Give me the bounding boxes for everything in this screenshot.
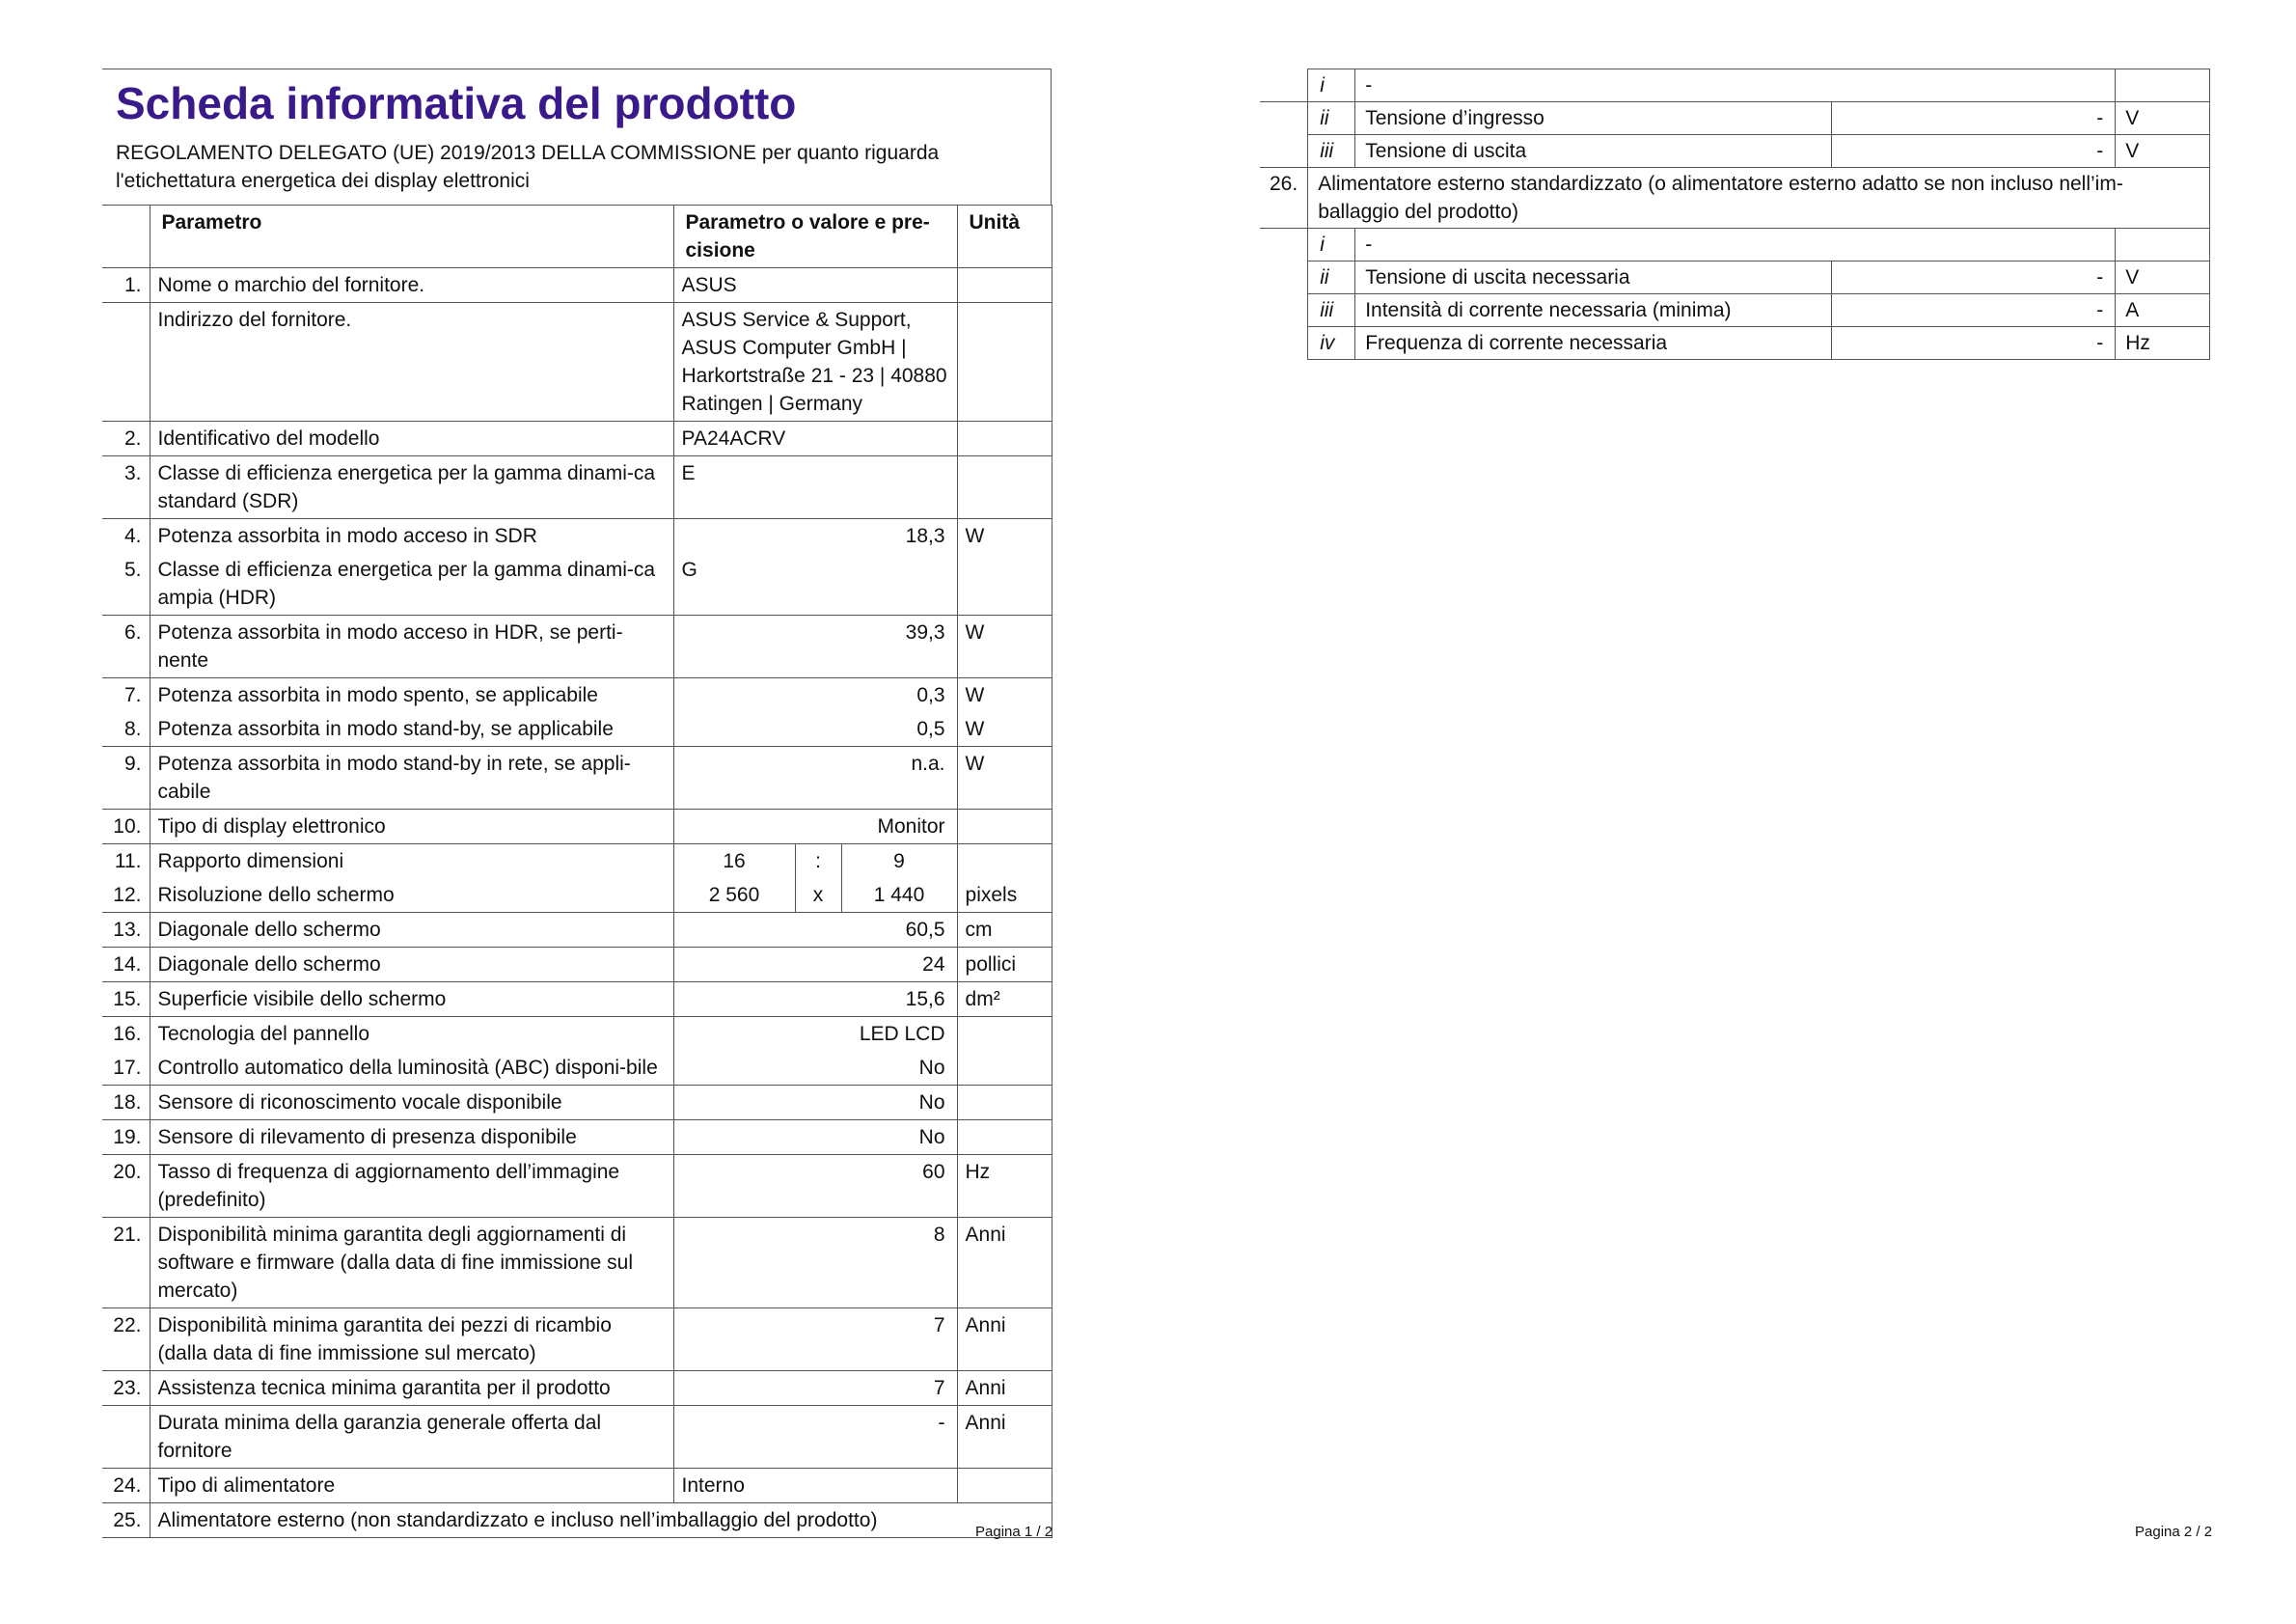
row-label: Durata minima della garanzia generale offerta dal fornitore (150, 1406, 673, 1469)
row-num: 12. (102, 878, 150, 913)
row-unit: Anni (957, 1308, 1052, 1371)
row-label: Tensione di uscita necessaria (1355, 261, 1832, 294)
row-unit (957, 422, 1052, 456)
row-num: 19. (102, 1120, 150, 1155)
row-roman: ii (1308, 261, 1355, 294)
row-num: 7. (102, 678, 150, 713)
subtitle-line: l'etichettatura energetica dei display elettronici (116, 170, 530, 192)
table-row (102, 303, 1052, 422)
row-label: Classe di efficienza energetica per la gamma dinami-ca standard (SDR) (150, 456, 673, 519)
row-num: 5. (102, 553, 150, 616)
row-unit (2116, 229, 2210, 261)
page-title: Scheda informativa del prodotto (116, 78, 797, 128)
regulation-subtitle (116, 139, 1037, 195)
row-label: Potenza assorbita in modo acceso in SDR (150, 519, 673, 554)
row-unit (957, 268, 1052, 303)
row-unit (2116, 69, 2210, 102)
row-label: Sensore di rilevamento di presenza disponibile (150, 1120, 673, 1155)
row-value: 60,5 (673, 913, 957, 948)
row-label: Tasso di frequenza di aggiornamento dell’immagine (predefinito) (150, 1155, 673, 1218)
row-unit: W (957, 616, 1052, 678)
row-value: 39,3 (673, 616, 957, 678)
table-row (102, 1155, 1052, 1218)
header-param: Parametro (150, 206, 673, 268)
row-label: Alimentatore esterno (non standardizzato e incluso nell’imballaggio del prodotto) (150, 1503, 1052, 1538)
table-row (102, 678, 1052, 713)
row-value: n.a. (673, 747, 957, 810)
table-row (102, 1371, 1052, 1406)
row-label: Classe di efficienza energetica per la gamma dinami-ca ampia (HDR) (150, 553, 673, 616)
table-row (1260, 229, 2210, 261)
row-label: Risoluzione dello schermo (150, 878, 673, 913)
row-unit: Anni (957, 1218, 1052, 1308)
row-unit (957, 1086, 1052, 1120)
row-label: Diagonale dello schermo (150, 948, 673, 982)
row-num (102, 1406, 150, 1469)
row-label: - (1355, 69, 2116, 102)
row-label: Assistenza tecnica minima garantita per il prodotto (150, 1371, 673, 1406)
spec-table (102, 205, 1052, 1538)
row-label: Potenza assorbita in modo stand-by in rete, se appli-cabile (150, 747, 673, 810)
row-unit: cm (957, 913, 1052, 948)
row-roman: iii (1308, 135, 1355, 168)
row-label: Identificativo del modello (150, 422, 673, 456)
table-row (102, 1503, 1052, 1538)
row-num: 3. (102, 456, 150, 519)
table-row (102, 553, 1052, 616)
table-row (102, 519, 1052, 554)
row-unit: Anni (957, 1371, 1052, 1406)
header-unit: Unità (957, 206, 1052, 268)
row-value: No (673, 1120, 957, 1155)
table-row (102, 948, 1052, 982)
table-row (1260, 69, 2210, 102)
row-value: - (1832, 135, 2116, 168)
row-num: 21. (102, 1218, 150, 1308)
table-row (1260, 327, 2210, 360)
table-row (102, 268, 1052, 303)
row-unit: V (2116, 261, 2210, 294)
product-sheet (102, 69, 1052, 1538)
row-unit: Hz (957, 1155, 1052, 1218)
row-roman: i (1308, 229, 1355, 261)
resolution-height: 1 440 (841, 878, 957, 913)
aspect-height: 9 (841, 844, 957, 879)
row-unit (957, 1120, 1052, 1155)
row-value: - (1832, 327, 2116, 360)
row-label: Potenza assorbita in modo stand-by, se applicabile (150, 712, 673, 747)
row-value: E (673, 456, 957, 519)
row-value: No (673, 1051, 957, 1086)
row-unit: A (2116, 294, 2210, 327)
row-label: Rapporto dimensioni (150, 844, 673, 879)
row-num: 17. (102, 1051, 150, 1086)
row-label: Potenza assorbita in modo acceso in HDR, se perti-nente (150, 616, 673, 678)
row-num: 1. (102, 268, 150, 303)
row-num: 23. (102, 1371, 150, 1406)
subtitle-line: REGOLAMENTO DELEGATO (UE) 2019/2013 DELLA COMMISSIONE per quanto riguarda (116, 142, 940, 164)
row-unit (957, 553, 1052, 616)
row-value: ASUS Service & Support, ASUS Computer GmbH | Harkortstraße 21 - 23 | 40880 Ratingen | Germany (673, 303, 957, 422)
row-num: 24. (102, 1469, 150, 1503)
table-row (102, 1086, 1052, 1120)
row-num: 8. (102, 712, 150, 747)
aspect-separator: : (795, 844, 841, 879)
row-unit: pollici (957, 948, 1052, 982)
row-unit (957, 844, 1052, 879)
row-label: - (1355, 229, 2116, 261)
row-roman: ii (1308, 102, 1355, 135)
page-number: Pagina 2 / 2 (2135, 1524, 2213, 1540)
aspect-width: 16 (673, 844, 795, 879)
table-row (102, 1218, 1052, 1308)
row-num: 6. (102, 616, 150, 678)
row-unit: V (2116, 102, 2210, 135)
table-header-row (102, 206, 1052, 268)
row-num: 13. (102, 913, 150, 948)
table-row (102, 878, 1052, 913)
row-num: 16. (102, 1017, 150, 1052)
row-label: Indirizzo del fornitore. (150, 303, 673, 422)
row-num: 20. (102, 1155, 150, 1218)
sheet-header (102, 69, 1052, 205)
row-value: G (673, 553, 957, 616)
table-row (102, 422, 1052, 456)
row-label: Tipo di display elettronico (150, 810, 673, 844)
page-2 (1148, 0, 2296, 1624)
row-label: Sensore di riconoscimento vocale disponibile (150, 1086, 673, 1120)
row-label: Tensione d’ingresso (1355, 102, 1832, 135)
row-unit (957, 1017, 1052, 1052)
row-value: 0,3 (673, 678, 957, 713)
resolution-separator: x (795, 878, 841, 913)
row-num: 14. (102, 948, 150, 982)
table-row (102, 456, 1052, 519)
row-unit (957, 810, 1052, 844)
row-value: - (1832, 102, 2116, 135)
table-row (1260, 168, 2210, 229)
table-row (102, 982, 1052, 1017)
row-unit: W (957, 712, 1052, 747)
page-number: Pagina 1 / 2 (975, 1524, 1053, 1540)
row-unit (957, 456, 1052, 519)
row-unit: Anni (957, 1406, 1052, 1469)
row-label: Frequenza di corrente necessaria (1355, 327, 1832, 360)
row-value: 0,5 (673, 712, 957, 747)
row-value: 60 (673, 1155, 957, 1218)
row-unit: V (2116, 135, 2210, 168)
row-value: 18,3 (673, 519, 957, 554)
row-value: - (1832, 294, 2116, 327)
row-unit (957, 303, 1052, 422)
row-unit: pixels (957, 878, 1052, 913)
row-roman: iii (1308, 294, 1355, 327)
row-label: Superficie visibile dello schermo (150, 982, 673, 1017)
table-row (1260, 102, 2210, 135)
table-row (102, 712, 1052, 747)
row-value: 7 (673, 1371, 957, 1406)
row-unit: Hz (2116, 327, 2210, 360)
row-label: Tensione di uscita (1355, 135, 1832, 168)
row-unit: W (957, 747, 1052, 810)
header-value: Parametro o valore e pre-cisione (673, 206, 957, 268)
row-num: 22. (102, 1308, 150, 1371)
row-num: 2. (102, 422, 150, 456)
table-row (102, 747, 1052, 810)
row-num (102, 303, 150, 422)
row-num: 9. (102, 747, 150, 810)
row-value: - (1832, 261, 2116, 294)
row-label: Potenza assorbita in modo spento, se applicabile (150, 678, 673, 713)
row-value: PA24ACRV (673, 422, 957, 456)
row-num: 4. (102, 519, 150, 554)
row-unit (957, 1051, 1052, 1086)
table-row (102, 1051, 1052, 1086)
row-value: 24 (673, 948, 957, 982)
row-label: Alimentatore esterno standardizzato (o alimentatore esterno adatto se non incluso nell’im-ballaggio del prodotto) (1308, 168, 2210, 229)
table-row (1260, 261, 2210, 294)
table-row (102, 1469, 1052, 1503)
table-row (102, 1120, 1052, 1155)
row-label: Diagonale dello schermo (150, 913, 673, 948)
resolution-width: 2 560 (673, 878, 795, 913)
row-roman: iv (1308, 327, 1355, 360)
row-label: Intensità di corrente necessaria (minima) (1355, 294, 1832, 327)
table-row (1260, 294, 2210, 327)
table-row (102, 913, 1052, 948)
row-value: 7 (673, 1308, 957, 1371)
table-row (102, 1017, 1052, 1052)
row-num: 25. (102, 1503, 150, 1538)
row-unit: W (957, 678, 1052, 713)
row-label: Controllo automatico della luminosità (ABC) disponi-bile (150, 1051, 673, 1086)
spec-table-continued (1260, 69, 2210, 360)
row-value: Monitor (673, 810, 957, 844)
row-label: Tecnologia del pannello (150, 1017, 673, 1052)
row-num: 10. (102, 810, 150, 844)
row-value: - (673, 1406, 957, 1469)
row-value: 15,6 (673, 982, 957, 1017)
row-value: LED LCD (673, 1017, 957, 1052)
row-unit: W (957, 519, 1052, 554)
row-label: Nome o marchio del fornitore. (150, 268, 673, 303)
table-row (102, 1308, 1052, 1371)
row-roman: i (1308, 69, 1355, 102)
table-row (1260, 135, 2210, 168)
row-num: 11. (102, 844, 150, 879)
row-label: Tipo di alimentatore (150, 1469, 673, 1503)
row-value: Interno (673, 1469, 957, 1503)
table-row (102, 844, 1052, 879)
row-value: 8 (673, 1218, 957, 1308)
row-label: Disponibilità minima garantita degli aggiornamenti di software e firmware (dalla data di fine immissione sul mercato) (150, 1218, 673, 1308)
row-unit (957, 1469, 1052, 1503)
table-row (102, 1406, 1052, 1469)
row-num: 15. (102, 982, 150, 1017)
row-num: 18. (102, 1086, 150, 1120)
row-num: 26. (1260, 168, 1308, 229)
header-num (102, 206, 150, 268)
row-label: Disponibilità minima garantita dei pezzi di ricambio (dalla data di fine immissione sul mercato) (150, 1308, 673, 1371)
table-row (102, 616, 1052, 678)
table-row (102, 810, 1052, 844)
row-value: ASUS (673, 268, 957, 303)
row-unit: dm² (957, 982, 1052, 1017)
row-value: No (673, 1086, 957, 1120)
